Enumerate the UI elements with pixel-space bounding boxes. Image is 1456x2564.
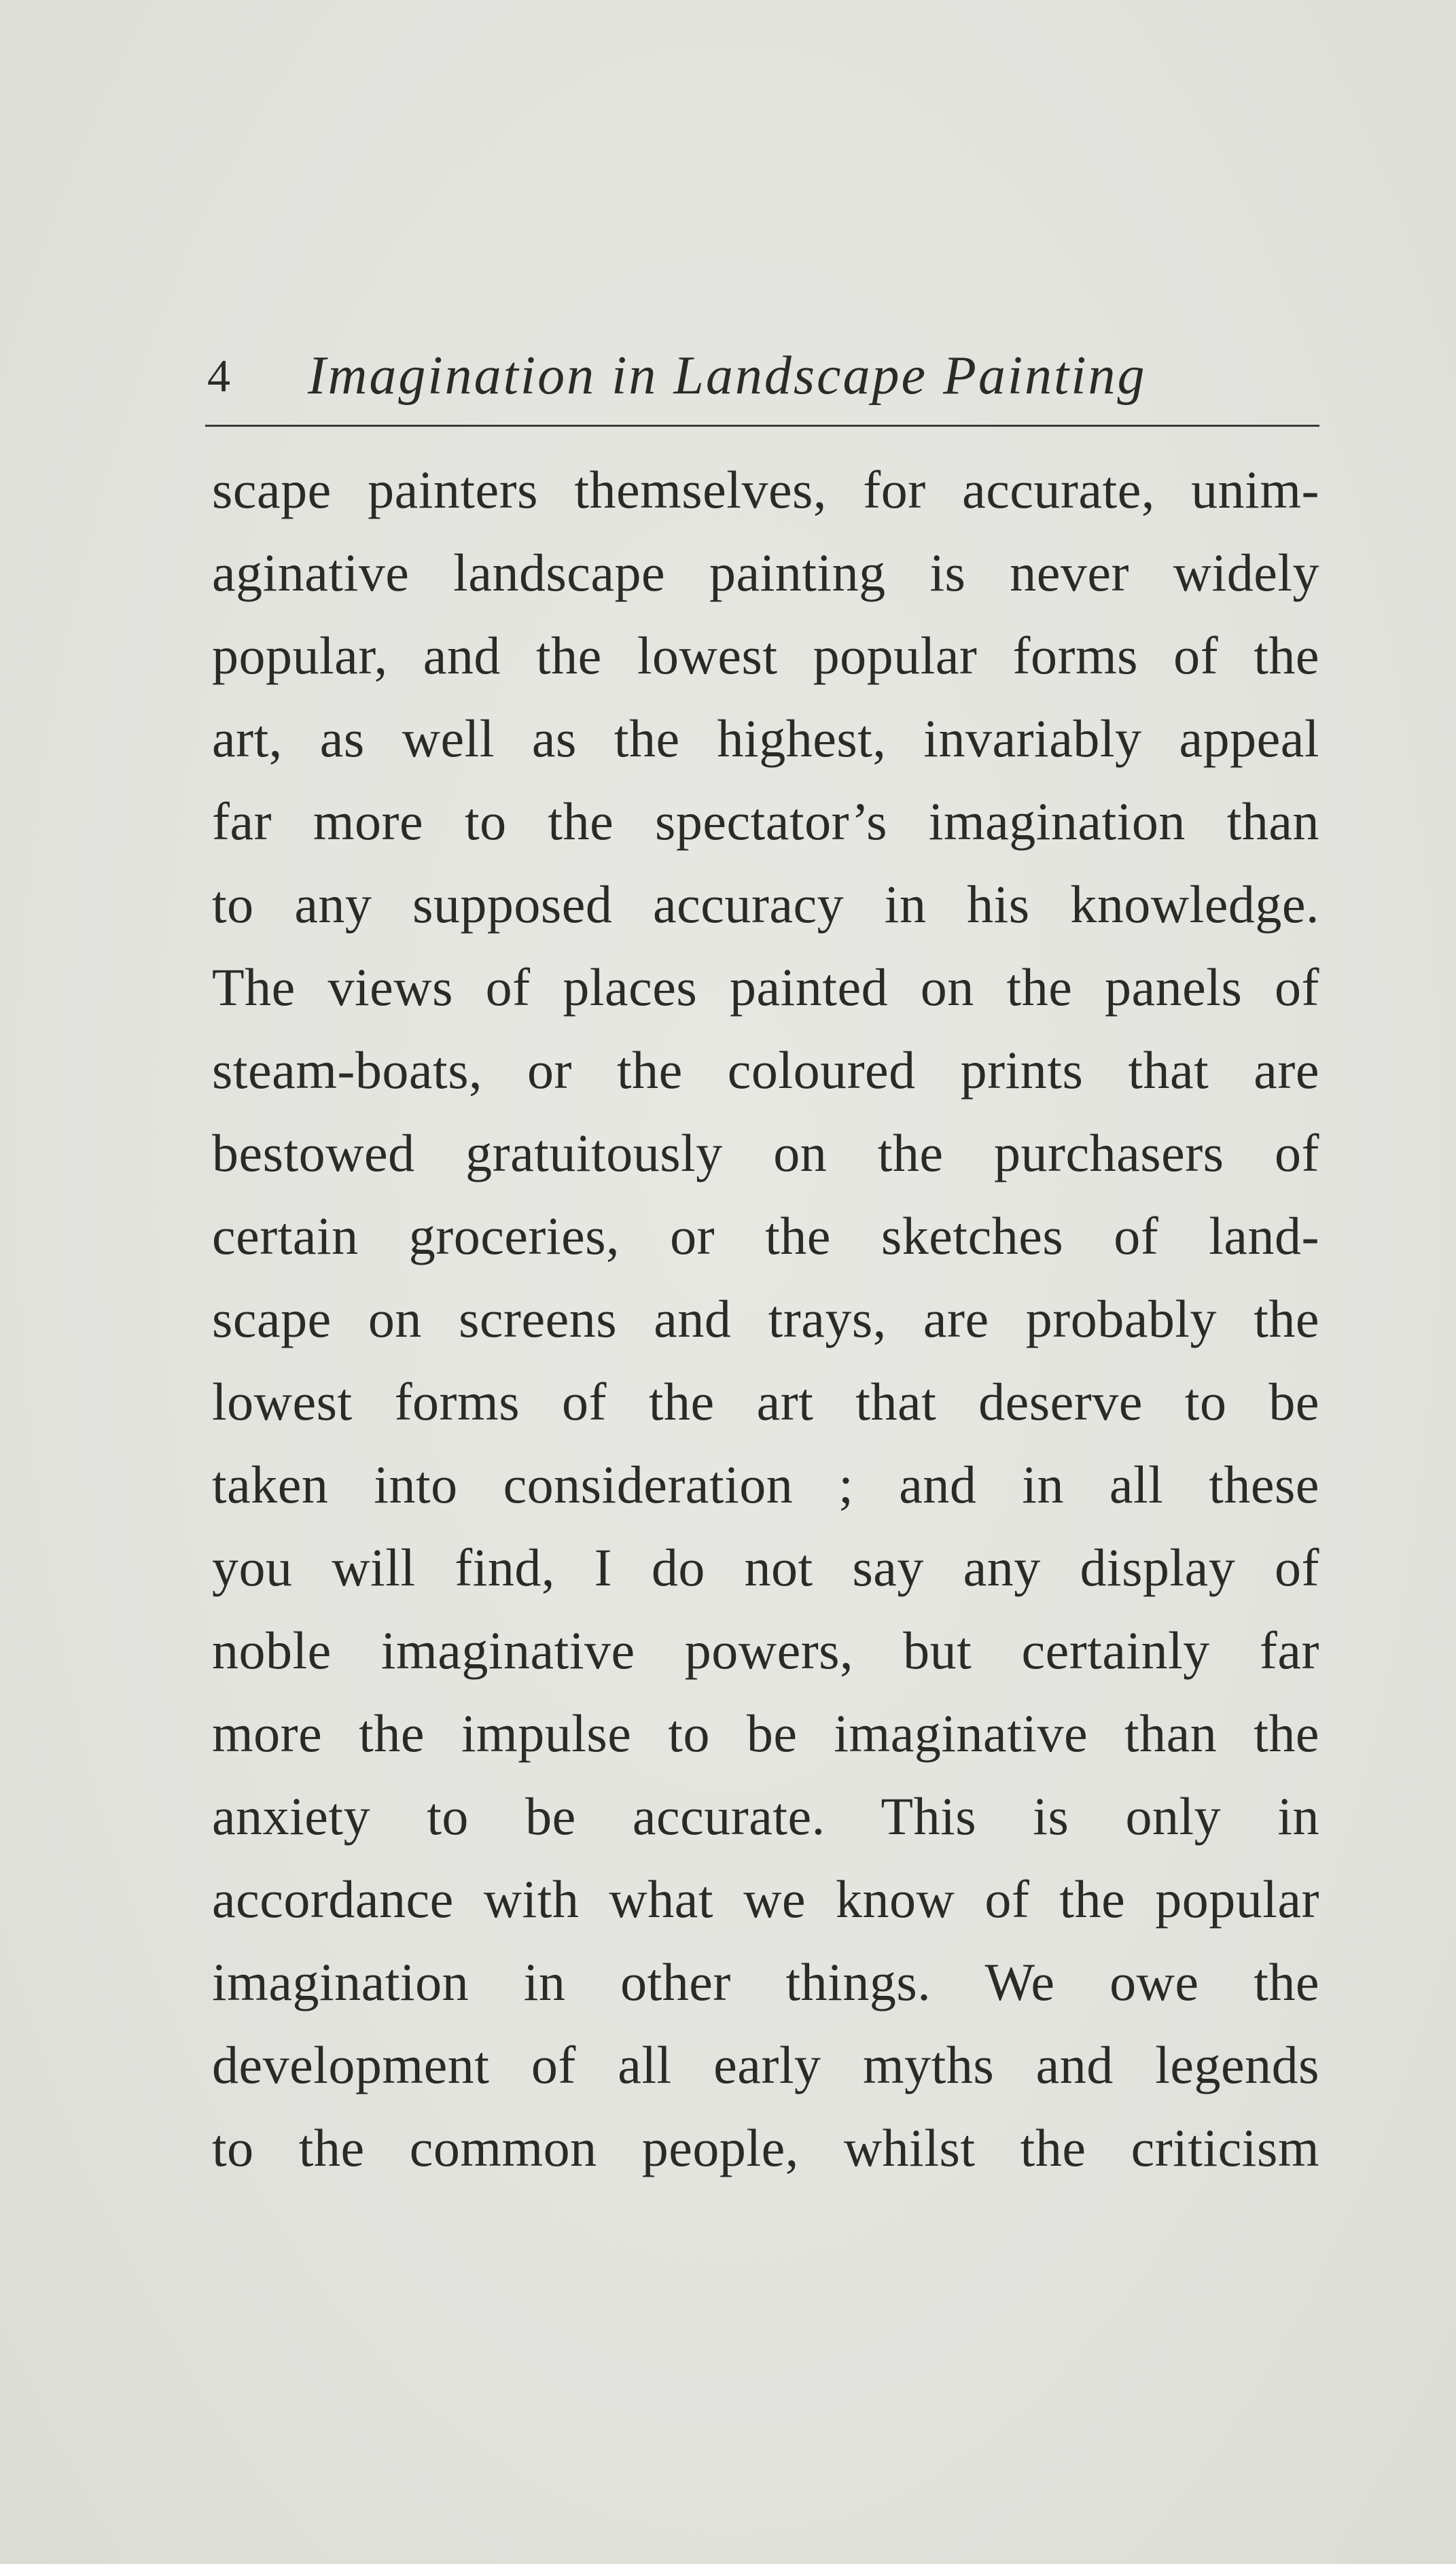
text-line: lowest forms of the art that deserve to be xyxy=(212,1372,1319,1431)
page-number: 4 xyxy=(207,350,230,402)
text-line: certain groceries, or the sketches of land- xyxy=(212,1206,1319,1265)
text-line: scape on screens and trays, are probably the xyxy=(212,1289,1319,1348)
text-line: noble imaginative powers, but certainly far xyxy=(212,1621,1319,1680)
running-title: Imagination in Landscape Painting xyxy=(308,346,1147,406)
text-line: aginative landscape painting is never widely xyxy=(212,543,1319,602)
header-rule xyxy=(205,425,1319,427)
running-head xyxy=(207,338,1321,413)
text-line: to any supposed accuracy in his knowledge. xyxy=(212,875,1319,934)
text-line: popular, and the lowest popular forms of the xyxy=(212,626,1319,685)
text-line: more the impulse to be imaginative than the xyxy=(212,1704,1319,1763)
text-line: you will find, I do not say any display of xyxy=(212,1538,1319,1597)
text-line: steam-boats, or the coloured prints that are xyxy=(212,1040,1319,1100)
text-line: imagination in other things. We owe the xyxy=(212,1952,1319,2012)
body-text xyxy=(212,449,1319,2190)
text-line: bestowed gratuitously on the purchasers of xyxy=(212,1123,1319,1182)
text-line: development of all early myths and legends xyxy=(212,2035,1319,2094)
text-line: to the common people, whilst the criticism xyxy=(212,2118,1319,2177)
text-line: The views of places painted on the panels of xyxy=(212,958,1319,1017)
text-line: far more to the spectator’s imagination than xyxy=(212,792,1319,851)
text-line: taken into consideration ; and in all these xyxy=(212,1455,1319,1514)
text-line: accordance with what we know of the popular xyxy=(212,1869,1319,1929)
text-line: art, as well as the highest, invariably appeal xyxy=(212,709,1319,768)
text-line: anxiety to be accurate. This is only in xyxy=(212,1787,1319,1846)
text-line: scape painters themselves, for accurate, unim- xyxy=(212,460,1319,519)
